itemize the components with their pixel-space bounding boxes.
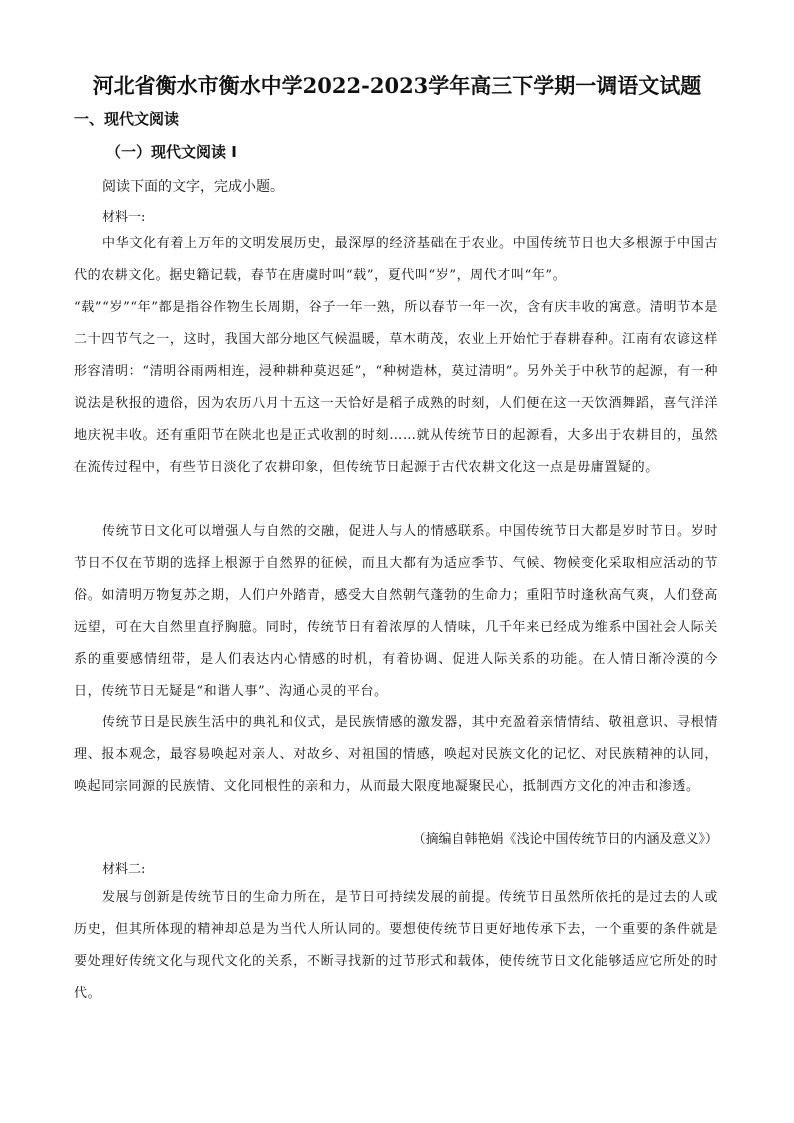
material2-label: 材料二:	[102, 862, 146, 877]
document-title: 河北省衡水市衡水中学2022-2023学年高三下学期一调语文试题	[92, 73, 702, 98]
material2-paragraph-1	[74, 882, 718, 1010]
paragraph-text: “载”“岁”“年”都是指谷作物生长周期，谷子一年一熟，所以春节一年一次，含有庆丰收的寓意。清明节本是二十四节气之一，这时，我国大部分地区气候温暖，草木萌茂，农业上开始忙于春耕春种。江南有农谚这样形容清明：“清明谷雨两相连，浸种耕种莫迟延”，“种树造林，莫过清明”。另外关于中秋节的起源，有一种说法是秋报的遗俗，因为农历八月十五这一天恰好是稻子成熟的时刻，人们便在这一天饮酒舞蹈，喜气洋洋地庆祝丰收。还有重阳节在陕北也是正式收割的时刻……就从传统节日的起源看，大多出于农耕目的，虽然在流传过程中，有些节日淡化了农耕印象，但传统节日起源于古代农耕文化这一点是毋庸置疑的。	[74, 300, 718, 475]
paragraph-text: 发展与创新是传统节日的生命力所在，是节日可持续发展的前提。传统节日虽然所依托的是过去的人或历史，但其所体现的精神却总是为当代人所认同的。要想使传统节日更好地传承下去，一个重要的条件就是要处理好传统文化与现代文化的关系，不断寻找新的过节形式和载体，使传统节日文化能够适应它所处的时代。	[74, 890, 718, 1001]
material1-paragraph-1	[74, 228, 718, 292]
paragraph-text: 传统节日文化可以增强人与自然的交融，促进人与人的情感联系。中国传统节日大都是岁时节日。岁时节日不仅在节期的选择上根源于自然界的征候，而且大都有为适应季节、气候、物候变化采取相应活动的节俗。如清明万物复苏之期，人们户外踏青，感受大自然朝气蓬勃的生命力；重阳节时逢秋高气爽，人们登高远望，可在大自然里直抒胸臆。同时，传统节日有着浓厚的人情味，几千年来已经成为维系中国社会人际关系的重要感情纽带，是人们表达内心情感的时机，有着协调、促进人际关系的功能。在人情日渐冷漠的今日，传统节日无疑是“和谐人事”、沟通心灵的平台。	[74, 524, 718, 699]
subsection-heading: （一）现代文阅读 I	[106, 143, 237, 161]
paragraph-text: 中华文化有着上万年的文明发展历史，最深厚的经济基础在于农业。中国传统节日也大多根源于中国古代的农耕文化。据史籍记载，春节在唐虞时叫“载”，夏代叫“岁”，周代才叫“年”。	[74, 236, 718, 283]
reading-instruction: 阅读下面的文字，完成小题。	[102, 179, 284, 195]
material1-source: （摘编自韩艳娟《浅论中国传统节日的内涵及意义》）	[412, 832, 718, 847]
material1-label: 材料一:	[102, 210, 146, 225]
material1-paragraph-3	[74, 516, 718, 708]
paragraph-text: 传统节日是民族生活中的典礼和仪式，是民族情感的激发器，其中充盈着亲情情结、敬祖意识、寻根情理、报本观念，最容易唤起对亲人、对故乡、对祖国的情感，唤起对民族文化的记忆、对民族精神的认同，唤起同宗同源的民族情、文化同根性的亲和力，从而最大限度地凝聚民心，抵制西方文化的冲击和渗透。	[74, 715, 718, 794]
material1-paragraph-4	[74, 707, 718, 803]
section-heading: 一、现代文阅读	[74, 110, 180, 128]
material1-paragraph-2	[74, 292, 718, 484]
